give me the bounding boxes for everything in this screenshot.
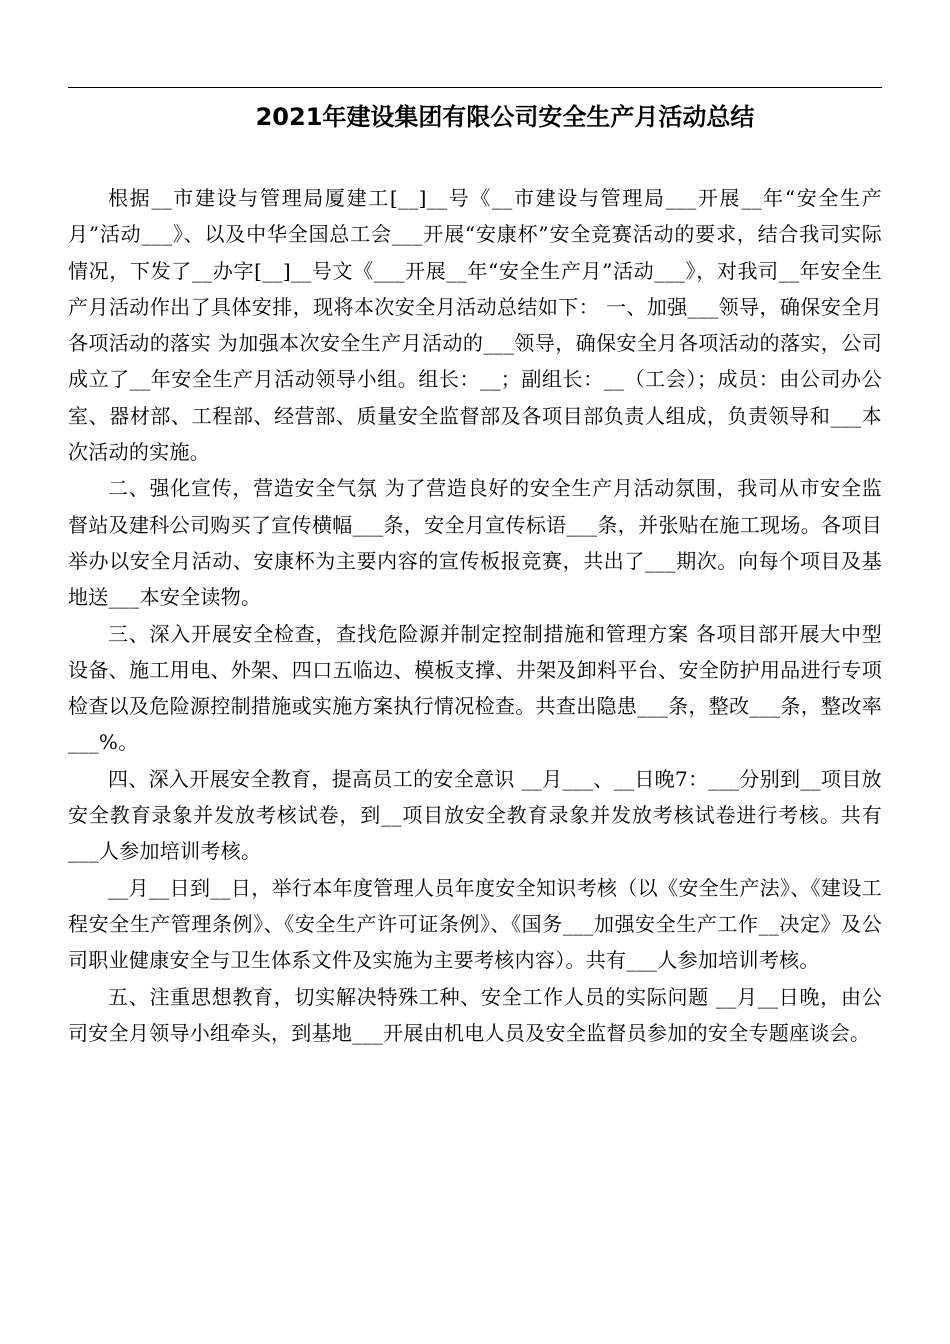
paragraph-knowledge-exam: __月__日到__日，举行本年度管理人员年度安全知识考核（以《安全生产法》、《建设工程安全生产管理条例》、《安全生产许可证条例》、《国务___加强安全生产工作__决定》及公司职业健康安全与卫生体系文件及实施为主要考核内容）。共有___人参加培训考核。 xyxy=(68,875,882,973)
header-rule xyxy=(68,87,882,88)
paragraph-publicity: 二、强化宣传，营造安全气氛 为了营造良好的安全生产月活动氛围，我司从市安全监督站及建科公司购买了宣传横幅___条，安全月宣传标语___条，并张贴在施工现场。各项目举办以安全月活动、安康杯为主要内容的宣传板报竞赛，共出了___期次。向每个项目及基地送___本安全读物。 xyxy=(68,476,882,610)
document-body xyxy=(68,180,882,1051)
paragraph-intro: 根据__市建设与管理局厦建工[__]__号《__市建设与管理局___开展__年“安全生产月”活动___》、以及中华全国总工会___开展“安康杯”安全竞赛活动的要求，结合我司实际情况，下发了__办字[__]__号文《___开展__年“安全生产月”活动___》，对我司__年安全生产月活动作出了具体安排，现将本次安全月活动总结如下： 一、加强___领导，确保安全月各项活动的落实 为加强本次安全生产月活动的___领导，确保安全月各项活动的落实，公司成立了__年安全生产月活动领导小组。组长：__；副组长：__（工会）；成员：由公司办公室、器材部、工程部、经营部、质量安全监督部及各项目部负责人组成，负责领导和___本次活动的实施。 xyxy=(68,186,882,465)
document-title: 2021年建设集团有限公司安全生产月活动总结 xyxy=(255,103,755,131)
paragraph-education: 四、深入开展安全教育，提高员工的安全意识 __月___、__日晚7：___分别到__项目放安全教育录象并发放考核试卷，到__项目放安全教育录象并发放考核试卷进行考核。共有___人参加培训考核。 xyxy=(68,766,882,864)
paragraph-ideology: 五、注重思想教育，切实解决特殊工种、安全工作人员的实际问题 __月__日晚，由公司安全月领导小组牵头，到基地___开展由机电人员及安全监督员参加的安全专题座谈会。 xyxy=(68,984,882,1045)
paragraph-inspection: 三、深入开展安全检查，查找危险源并制定控制措施和管理方案 各项目部开展大中型设备、施工用电、外架、四口五临边、模板支撑、井架及卸料平台、安全防护用品进行专项检查以及危险源控制措施或实施方案执行情况检查。共查出隐患___条，整改___条，整改率___%。 xyxy=(68,621,882,755)
